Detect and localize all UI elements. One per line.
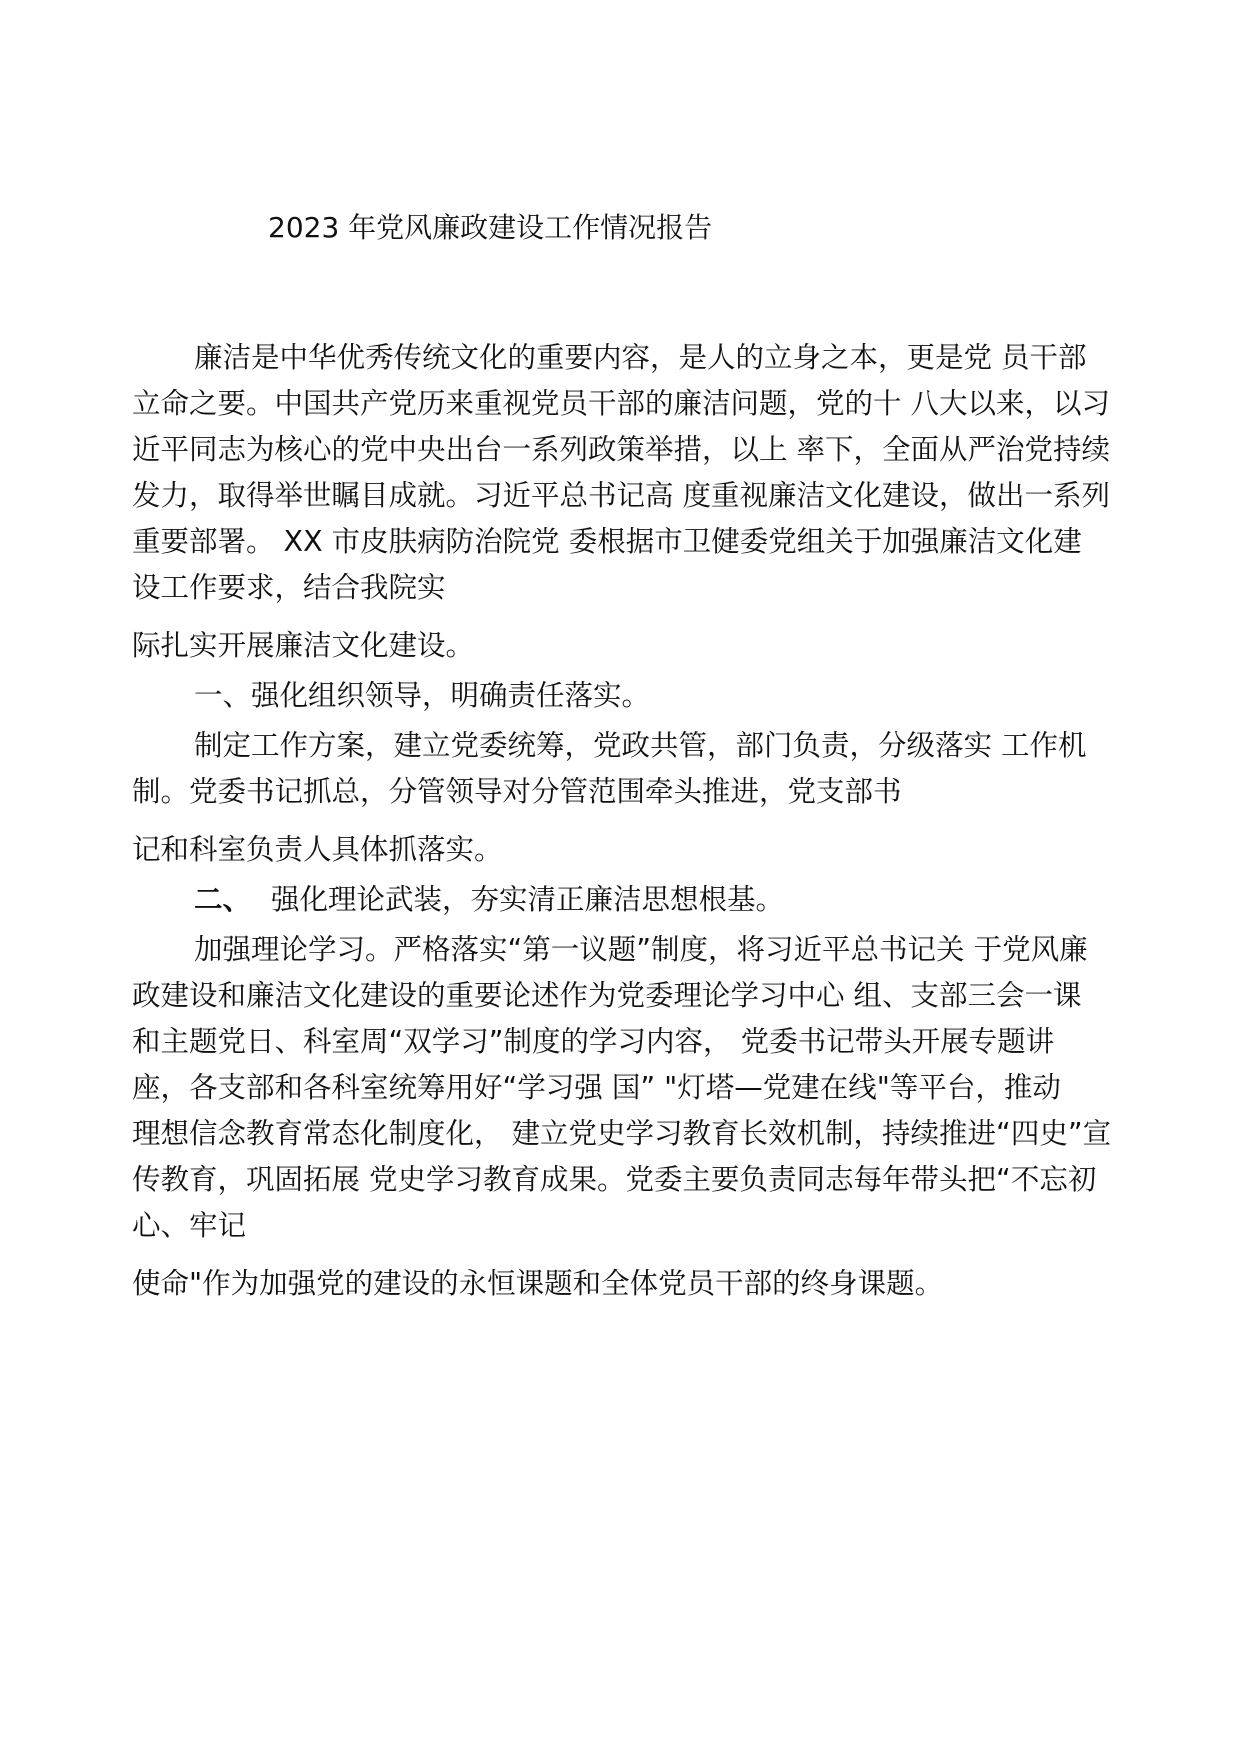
paragraph-line: 座，各支部和各科室统筹用好“学习强 国” "灯塔—党建在线"等平台，推动 xyxy=(132,1071,1061,1104)
section-heading-2 xyxy=(194,880,784,920)
paragraph-line: 政建设和廉洁文化建设的重要论述作为党委理论学习中心 组、支部三会一课 xyxy=(132,979,1082,1012)
paragraph-line: 加强理论学习。严格落实“第一议题”制度，将习近平总书记关 于党风廉 xyxy=(194,933,1088,966)
paragraph-line: 廉洁是中华优秀传统文化的重要内容，是人的立身之本，更是党 员干部 xyxy=(194,341,1087,374)
paragraph-line: 记和科室负责人具体抓落实。 xyxy=(132,833,503,866)
paragraph-line: 使命"作为加强党的建设的永恒课题和全体党员干部的终身课题。 xyxy=(132,1267,944,1300)
paragraph-line: 制定工作方案，建立党委统筹，党政共管，部门负责，分级落实 工作机 xyxy=(194,729,1087,762)
paragraph-line: 重要部署。 XX 市皮肤病防治院党 委根据市卫健委党组关于加强廉洁文化建 xyxy=(132,525,1082,558)
paragraph-line: 制。党委书记抓总，分管领导对分管范围牵头推进，党支部书 xyxy=(132,775,902,808)
section-heading-1: 一、强化组织领导，明确责任落实。 xyxy=(194,679,651,712)
paragraph-line: 和主题党日、科室周“双学习”制度的学习内容， 党委书记带头开展专题讲 xyxy=(132,1025,1055,1058)
paragraph-line: 发力，取得举世瞩目成就。习近平总书记高 度重视廉洁文化建设，做出一系列 xyxy=(132,479,1111,512)
paragraph-line: 际扎实开展廉洁文化建设。 xyxy=(132,629,475,662)
section-heading-2-text: 强化理论武装，夯实清正廉洁思想根基。 xyxy=(271,883,785,916)
paragraph-line: 传教育，巩固拓展 党史学习教育成果。党委主要负责同志每年带头把“不忘初 xyxy=(132,1163,1097,1196)
paragraph-line: 立命之要。中国共产党历来重视党员干部的廉洁问题，党的十 八大以来，以习 xyxy=(132,387,1111,420)
paragraph-line: 设工作要求，结合我院实 xyxy=(132,571,446,604)
paragraph-line: 心、牢记 xyxy=(132,1209,247,1242)
document-title: 2023 年党风廉政建设工作情况报告 xyxy=(268,211,713,244)
paragraph-line: 理想信念教育常态化制度化， 建立党史学习教育长效机制，持续推进“四史”宣 xyxy=(132,1117,1112,1150)
paragraph-line: 近平同志为核心的党中央出台一系列政策举措，以上 率下，全面从严治党持续 xyxy=(132,433,1111,466)
section-heading-2-number: 二、 xyxy=(194,883,252,916)
